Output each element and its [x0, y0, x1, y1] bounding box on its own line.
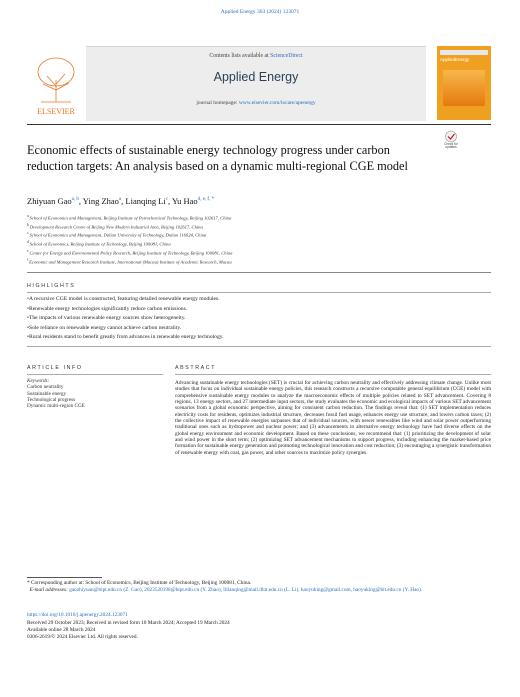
highlight-item: • A recursive CGE model is constructed, featuring detailed renewable energy modules. — [27, 295, 491, 305]
homepage-link[interactable]: www.elsevier.com/locate/apenergy — [238, 100, 316, 106]
contents-line — [86, 53, 426, 59]
homepage-prefix: journal homepage: — [196, 100, 239, 106]
highlights-list — [27, 295, 491, 343]
email-links[interactable]: gaozhiyuan@bipt.edu.cn (Z. Gao), 2023520198@bipt.edu.cn (Y. Zhao), lilianqing@mail.dlut.edu.cn (L. Li), haoyuking@gmail.com, haoyuking@bit.edu.cn (Y. Hao). — [69, 586, 423, 593]
article-info-heading: ARTICLE INFO — [27, 365, 83, 371]
copyright: 0306-2619/© 2024 Elsevier Ltd. All rights reserved. — [27, 633, 138, 640]
author-name[interactable]: Ying Zhao — [82, 196, 119, 206]
author-list: Zhiyuan Gao$^{a, b}$, Ying Zhao$^a$, Lianqing Li$^c$, Yu Hao$^{d, e, f, *}$ — [27, 196, 215, 206]
affiliation-item: $^e$ Center for Energy and Environmental Policy Research, Beijing Institute of Technology, Beijing 100081, China — [27, 248, 233, 256]
article-info-rule — [27, 374, 163, 375]
highlight-item: • The impacts of various renewable energy sources show heterogeneity. — [27, 314, 491, 324]
footnote-rule — [27, 577, 102, 578]
contents-prefix: Contents lists available at — [209, 53, 271, 59]
highlights-rule-bottom — [27, 346, 491, 347]
keyword[interactable]: Sustainable energy — [27, 390, 67, 397]
corresponding-author-note: * Corresponding author at: School of Economics, Beijing Institute of Technology, Beijing 100081, China. — [27, 580, 252, 586]
highlight-item: • Renewable energy technologies significantly reduce carbon emissions. — [27, 305, 491, 315]
author-name[interactable]: Yu Hao — [171, 196, 198, 206]
highlights-rule-top — [27, 292, 491, 293]
affiliation-item: $^f$ Economic and Management Research Institute, International (Macau) Institute of Academic Research, Macau — [27, 257, 232, 265]
email-addresses: E-mail addresses: gaozhiyuan@bipt.edu.cn (Z. Gao), 2023520198@bipt.edu.cn (Y. Zhao), lilianqing@mail.dlut.edu.cn (L. Li), haoyuking@gmail.com, haoyuking@bit.edu.cn (Y. Hao). — [29, 586, 423, 593]
keyword[interactable]: Carbon neutrality — [27, 384, 64, 391]
keywords-label: Keywords: — [27, 378, 50, 384]
abstract-rule — [175, 374, 491, 375]
journal-homepage — [86, 100, 426, 106]
highlight-item: • Rural residents stand to benefit greatly from advances in renewable energy technology. — [27, 333, 491, 343]
highlight-item: • Sole reliance on renewable energy cannot achieve carbon neutrality. — [27, 324, 491, 334]
header-divider — [27, 124, 491, 125]
footnotes — [27, 580, 491, 594]
elsevier-logo — [27, 46, 85, 120]
author-affiliation-marker: a, b — [71, 197, 79, 203]
sciencedirect-link[interactable]: ScienceDirect — [270, 53, 303, 59]
affiliations — [27, 213, 447, 265]
author-name[interactable]: Zhiyuan Gao — [27, 196, 72, 206]
crossmark-label: Check for updates — [444, 142, 458, 150]
received-dates: Received 29 October 2023; Received in revised form 10 March 2024; Accepted 19 March 2024 — [27, 620, 230, 626]
abstract-heading: ABSTRACT — [175, 365, 217, 371]
cover-image — [443, 70, 485, 106]
affiliation-item: $^c$ School of Economics and Management, Dalian University of Technology, Dalian 116024, China — [27, 231, 207, 238]
affiliation-item: $^b$ Development Research Centre of Beijing New Modern Industrial Area, Beijing 102617, China — [27, 222, 203, 230]
svg-text:ELSEVIER: ELSEVIER — [37, 107, 75, 116]
check-for-updates-badge[interactable] — [440, 130, 462, 154]
abstract-text: Advancing sustainable energy technologies (SET) is crucial for achieving carbon neutrality and effectively addressing climate change. Unlike most studies that focus on individual sustainable energy policies, this research constructs a recursive computable general equilibrium (CGE) model with comprehensive sustainable energy modules to analyze the macroeconomic effects of multiple policies related to SET advancement. Covering 8 regions, 13 energy sectors, and 27 intermediate input sectors, the study evaluates the economic and ecological impacts of various SET advancement scenarios from a global economic perspective, aiming for consistent carbon reduction. The findings reveal that: (1) SET implementation reduces electricity costs for residents, optimizes industrial structure, decreases fossil fuel usage, enhances energy use structure, and lowers carbon taxes; (2) the collective impact of renewable energies surpasses that of individual sources, with newer renewables like wind and solar power outperforming traditional ones such as hydropower and nuclear power; and (3) advancements in alternative energy technology have had diverse effects on the global energy environment and economic development. Based on these conclusions, we recommend that: (1) prioritizing the development of solar and wind power in the short term; (2) optimizing SET advancement mechanisms to support progress, including enhancing the market-based price formation for sustainable energy generation and promoting technological innovation and cost reduction; (3) encouraging a synergistic transformation of renewable energy with coal, gas power, and other sources to maximize policy synergies. — [175, 380, 491, 456]
journal-title: Applied Energy — [213, 70, 299, 84]
author-affiliation-marker: a — [118, 197, 122, 203]
author-name[interactable]: Lianqing Li — [125, 196, 166, 206]
cover-band — [440, 50, 488, 55]
available-online: Available online 28 March 2024 — [27, 626, 96, 633]
section-divider — [27, 272, 491, 273]
cover-title: AppliedEnergy — [440, 57, 470, 62]
author-affiliation-marker: d, e, f, * — [197, 197, 215, 203]
keyword[interactable]: Dynamic multi-region CGE — [27, 403, 85, 410]
highlights-heading: HIGHLIGHTS — [27, 283, 76, 289]
affiliation-item: $^d$ School of Economics, Beijing Institute of Technology, Beijing 100081, China — [27, 240, 171, 247]
publication-dates — [27, 620, 491, 641]
journal-reference[interactable]: Applied Energy 363 (2024) 123071 — [220, 9, 300, 15]
keyword[interactable]: Technological progress — [27, 396, 76, 403]
article-title: Economic effects of sustainable energy technology progress under carbon reduction targets: An analysis based on a dynamic multi-regional CGE model — [27, 143, 408, 173]
author-affiliation-marker: c — [165, 197, 169, 203]
doi-link[interactable]: https://doi.org/10.1016/j.apenergy.2024.123071 — [27, 612, 128, 618]
keywords-block — [27, 378, 163, 409]
affiliation-item: $^a$ School of Economics and Management, Beijing Institute of Petrochemical Technology, Beijing 102617, China — [27, 214, 232, 221]
journal-cover — [437, 46, 491, 120]
